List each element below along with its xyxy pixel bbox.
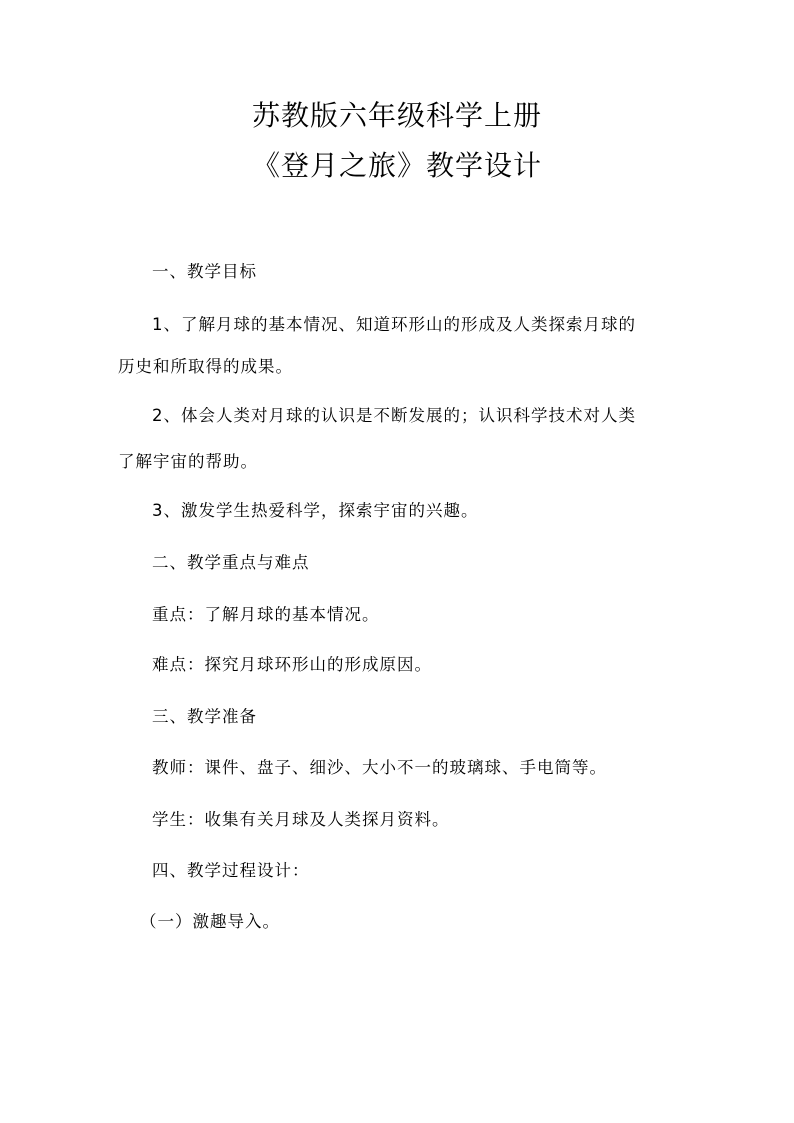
document-title-line2: 《登月之旅》教学设计 <box>251 149 542 182</box>
section2-heading: 二、教学重点与难点 <box>152 553 310 572</box>
goal3: 3、激发学生热爱科学，探索宇宙的兴趣。 <box>152 501 479 520</box>
difficult-point: 难点：探究月球环形山的形成原因。 <box>152 655 432 674</box>
goal1-line1: 1、了解月球的基本情况、知道环形山的形成及人类探索月球的 <box>152 315 636 334</box>
subsection1-heading: （一）激趣导入。 <box>140 912 280 931</box>
section1-heading: 一、教学目标 <box>152 262 257 281</box>
student-prep: 学生：收集有关月球及人类探月资料。 <box>152 810 450 829</box>
teacher-prep: 教师：课件、盘子、细沙、大小不一的玻璃球、手电筒等。 <box>152 758 607 777</box>
section3-heading: 三、教学准备 <box>152 707 257 726</box>
goal2-line1: 2、体会人类对月球的认识是不断发展的；认识科学技术对人类 <box>152 406 636 425</box>
goal2-line2: 了解宇宙的帮助。 <box>118 452 258 471</box>
goal1-line2: 历史和所取得的成果。 <box>118 357 293 376</box>
section4-heading: 四、教学过程设计： <box>152 861 310 880</box>
document-title-line1: 苏教版六年级科学上册 <box>251 99 542 132</box>
key-point: 重点：了解月球的基本情况。 <box>152 605 380 624</box>
